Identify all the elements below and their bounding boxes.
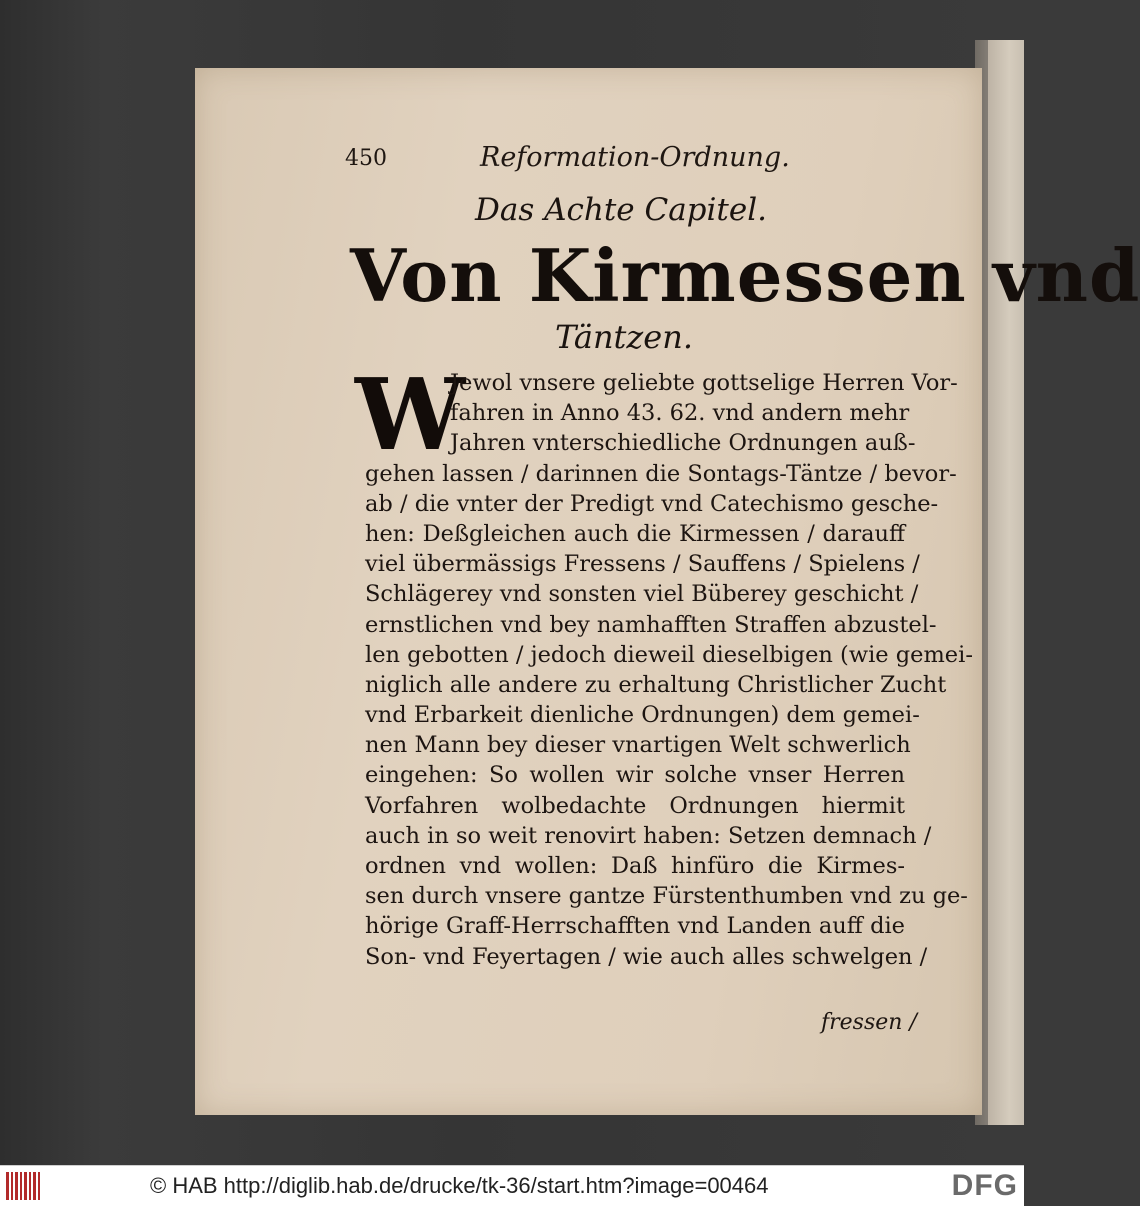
drop-cap-initial: W xyxy=(355,358,466,473)
dfg-logo: DFG xyxy=(951,1169,1018,1202)
body-line: Son- vnd Feyertagen / wie auch alles schwelgen / xyxy=(365,943,928,970)
body-line: fahren in Anno 43. 62. vnd andern mehr xyxy=(450,400,910,427)
footer-bar xyxy=(0,1165,1024,1206)
running-head: Reformation-Ordnung. xyxy=(480,142,790,173)
barcode-icon xyxy=(6,1172,40,1200)
credit-url-link[interactable]: © HAB http://diglib.hab.de/drucke/tk-36/start.htm?image=00464 xyxy=(150,1173,769,1198)
book-page xyxy=(195,68,1140,1115)
body-line: sen durch vnsere gantze Fürstenthumben vnd zu ge- xyxy=(365,883,968,910)
body-line: Jahren vnterschiedliche Ordnungen auß- xyxy=(450,430,916,457)
body-line: hörige Graff-Herrschafften vnd Landen auff die xyxy=(365,913,905,940)
body-line: niglich alle andere zu erhaltung Christlicher Zucht xyxy=(365,671,947,698)
page-header xyxy=(345,138,825,176)
body-line: ernstlichen vnd bey namhafften Straffen abzustel- xyxy=(365,611,937,638)
body-line: ordnen vnd wollen: Daß hinfüro die Kirmes- xyxy=(365,853,905,879)
chapter-title-line-2: Täntzen. xyxy=(555,318,693,356)
body-line: hen: Deßgleichen auch die Kirmessen / darauff xyxy=(365,520,905,547)
chapter-title-line-1: Von Kirmessen vnd xyxy=(350,233,1140,318)
chapter-heading: Das Achte Capitel. xyxy=(475,192,768,228)
body-line: Vorfahren wolbedachte Ordnungen hiermit xyxy=(365,792,905,819)
adjacent-page-strip xyxy=(988,40,1024,1125)
body-line: auch in so weit renovirt haben: Setzen demnach / xyxy=(365,822,932,849)
page-number: 450 xyxy=(345,146,387,171)
body-line: eingehen: So wollen wir solche vnser Herren xyxy=(365,762,905,789)
body-line: gehen lassen / darinnen die Sontags-Täntze / bevor- xyxy=(365,460,957,487)
body-line: len gebotten / jedoch dieweil dieselbigen (wie gemei- xyxy=(365,641,973,668)
body-line: Schlägerey vnd sonsten viel Büberey geschicht / xyxy=(365,581,919,608)
body-line: nen Mann bey dieser vnartigen Welt schwerlich xyxy=(365,732,911,759)
body-text xyxy=(365,368,973,972)
body-line: ab / die vnter der Predigt vnd Catechismo gesche- xyxy=(365,490,939,517)
body-line: vnd Erbarkeit dienliche Ordnungen) dem gemei- xyxy=(365,702,920,729)
body-line: Jewol vnsere geliebte gottselige Herren Vor- xyxy=(450,370,958,396)
body-line: viel übermässigs Fressens / Sauffens / Spielens / xyxy=(365,551,920,578)
catchword: fressen / xyxy=(821,1010,917,1035)
